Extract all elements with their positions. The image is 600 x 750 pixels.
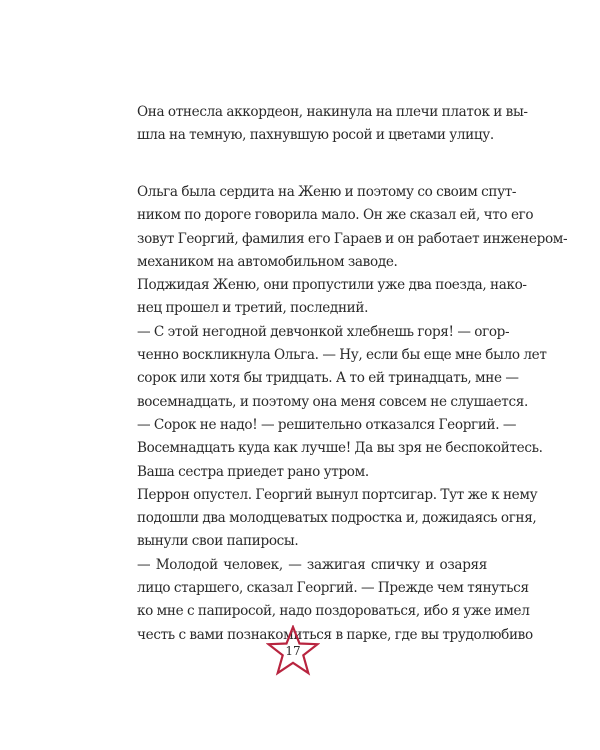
text-line: — Молодой человек, — зажигая спичку и озаряя — [137, 556, 487, 573]
text-line: восемнадцать, и поэтому она меня совсем не слушается. — [137, 393, 528, 410]
text-line: Ваша сестра приедет рано утром. — [137, 463, 369, 480]
text-line: Она отнесла аккордеон, накинула на плечи платок и вы- — [137, 104, 528, 120]
text-line: Восемнадцать куда как лучше! Да вы зря не беспокойтесь. — [137, 440, 543, 457]
text-line: ником по дороге говорила мало. Он же сказал ей, что его — [137, 207, 534, 224]
text-line: подошли два молодцеватых подростка и, дожидаясь огня, — [137, 510, 537, 527]
text-line: Перрон опустел. Георгий вынул портсигар. Тут же к нему — [137, 486, 538, 503]
paragraph — [119, 181, 568, 274]
text-line: Ольга была сердита на Женю и поэтому со своим спут- — [137, 184, 517, 200]
text-block-top — [119, 101, 528, 148]
paragraph — [119, 101, 528, 148]
text-line: — Сорок не надо! — решительно отказался Георгий. — — [137, 416, 517, 433]
paragraph — [119, 414, 543, 484]
text-line: нец прошел и третий, последний. — [137, 300, 369, 317]
text-line: механиком на автомобильном заводе. — [137, 253, 398, 270]
text-block-main — [119, 181, 568, 647]
text-line: ченно воскликнула Ольга. — Ну, если бы еще мне было лет — [137, 347, 547, 364]
text-line: — С этой негодной девчонкой хлебнешь горя! — огор- — [137, 323, 510, 340]
text-line: Поджидая Женю, они пропустили уже два поезда, нако- — [137, 277, 527, 294]
text-line: ко мне с папиросой, надо поздороваться, ибо я уже имел — [137, 603, 530, 620]
page-number: 17 — [285, 644, 301, 658]
paragraph — [119, 321, 547, 414]
text-line: вынули свои папиросы. — [137, 533, 299, 550]
paragraph — [119, 274, 527, 321]
text-line: шла на темную, пахнувшую росой и цветами улицу. — [137, 127, 494, 144]
text-line: сорок или хотя бы тридцать. А то ей тринадцать, мне — — [137, 370, 519, 387]
page-number-badge — [266, 625, 320, 677]
text-line: зовут Георгий, фамилия его Гараев и он работает инженером- — [137, 230, 568, 247]
paragraph — [119, 484, 538, 554]
text-line: честь с вами познакомиться в парке, где вы трудолюбиво — [137, 626, 533, 643]
text-line: лицо старшего, сказал Георгий. — Прежде чем тянуться — [137, 580, 529, 597]
